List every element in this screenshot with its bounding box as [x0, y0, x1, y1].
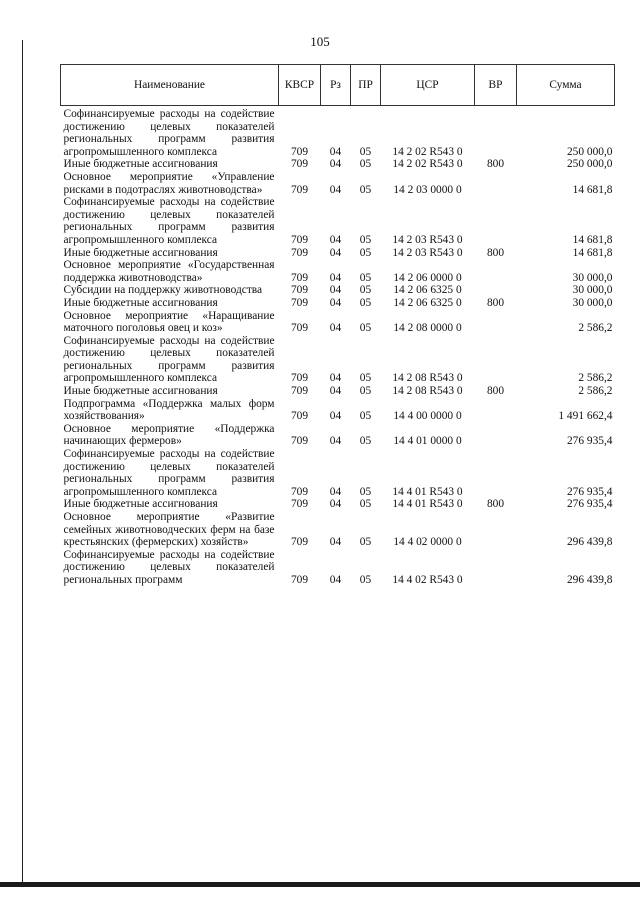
row-pr: 05	[359, 573, 372, 586]
row-sum: 14 681,8	[572, 246, 613, 259]
row-sum: 276 935,4	[566, 485, 613, 498]
row-sum: 276 935,4	[566, 498, 613, 511]
table-row	[61, 310, 615, 335]
table-row	[61, 158, 615, 171]
row-name: Основное мероприятие «Государственная поддержка животноводства»	[63, 259, 275, 284]
row-kvsr: 709	[290, 158, 309, 171]
row-kvsr: 709	[290, 296, 309, 309]
row-sum: 250 000,0	[566, 145, 613, 158]
row-csr: 14 4 01 R543 0	[392, 498, 463, 511]
row-rz: 04	[329, 498, 342, 511]
row-kvsr: 709	[290, 183, 309, 196]
row-kvsr: 709	[290, 385, 309, 398]
row-csr: 14 2 03 0000 0	[393, 183, 462, 196]
header-kvsr: КВСР	[279, 65, 321, 106]
row-sum: 14 681,8	[572, 233, 613, 246]
row-pr: 05	[359, 485, 372, 498]
row-name: Иные бюджетные ассигнования	[63, 385, 218, 398]
table-row	[61, 106, 615, 159]
row-sum: 2 586,2	[578, 385, 613, 398]
table-row	[61, 259, 615, 284]
row-csr: 14 4 00 0000 0	[393, 410, 462, 423]
row-name: Основное мероприятие «Управление рисками в подотраслях животноводства»	[63, 170, 275, 196]
row-vr	[475, 511, 517, 549]
row-name: Иные бюджетные ассигнования	[63, 498, 218, 511]
row-rz: 04	[329, 536, 342, 549]
row-csr: 14 2 03 R543 0	[392, 246, 463, 259]
row-csr: 14 2 02 R543 0	[392, 158, 463, 171]
row-kvsr: 709	[290, 284, 309, 297]
row-sum: 30 000,0	[572, 296, 613, 309]
row-vr	[475, 196, 517, 246]
row-name: Софинансируемые расходы на содействие достижению целевых показателей региональных программ развития агропромышленного комплекса	[63, 334, 275, 385]
row-rz: 04	[329, 372, 342, 385]
page-number: 105	[310, 34, 330, 49]
row-pr: 05	[359, 183, 372, 196]
row-vr	[475, 335, 517, 385]
table-row	[61, 423, 615, 448]
header-sum: Сумма	[517, 65, 615, 106]
row-kvsr: 709	[290, 498, 309, 511]
row-name: Иные бюджетные ассигнования	[63, 296, 218, 309]
row-kvsr: 709	[290, 485, 309, 498]
row-rz: 04	[329, 573, 342, 586]
table-header-row	[61, 65, 615, 106]
row-vr: 800	[486, 158, 505, 171]
row-csr: 14 4 01 0000 0	[393, 435, 462, 448]
table-row	[61, 247, 615, 260]
row-pr: 05	[359, 498, 372, 511]
row-pr: 05	[359, 385, 372, 398]
budget-table	[60, 64, 615, 587]
row-pr: 05	[359, 435, 372, 448]
row-rz: 04	[329, 385, 342, 398]
row-name: Софинансируемые расходы на содействие достижению целевых показателей региональных программ развития агропромышленного комплекса	[63, 108, 275, 158]
row-vr	[475, 310, 517, 335]
row-sum: 250 000,0	[566, 158, 613, 171]
row-sum: 2 586,2	[578, 322, 613, 335]
row-kvsr: 709	[290, 410, 309, 423]
row-vr	[475, 171, 517, 196]
row-vr: 800	[486, 296, 505, 309]
table-row	[61, 511, 615, 549]
row-sum: 276 935,4	[566, 435, 613, 448]
row-rz: 04	[329, 233, 342, 246]
header-name: Наименование	[61, 65, 279, 106]
table-row	[61, 448, 615, 498]
row-sum: 296 439,8	[566, 536, 613, 549]
row-name: Основное мероприятие «Развитие семейных животноводческих ферм на базе крестьянских (фермерских) хозяйств»	[63, 511, 275, 549]
table-row	[61, 335, 615, 385]
row-rz: 04	[329, 410, 342, 423]
row-kvsr: 709	[290, 145, 309, 158]
row-sum: 14 681,8	[572, 183, 613, 196]
row-vr	[475, 448, 517, 498]
row-sum: 30 000,0	[572, 271, 613, 284]
header-rz: Рз	[321, 65, 351, 106]
row-sum: 296 439,8	[566, 573, 613, 586]
row-rz: 04	[329, 145, 342, 158]
header-vr: ВР	[475, 65, 517, 106]
row-name: Софинансируемые расходы на содействие достижению целевых показателей региональных программ	[63, 548, 275, 586]
row-kvsr: 709	[290, 246, 309, 259]
table-row	[61, 385, 615, 398]
row-csr: 14 2 06 6325 0	[393, 284, 462, 297]
row-pr: 05	[359, 145, 372, 158]
row-kvsr: 709	[290, 573, 309, 586]
row-kvsr: 709	[290, 372, 309, 385]
row-csr: 14 2 08 0000 0	[393, 322, 462, 335]
table-row	[61, 171, 615, 196]
row-csr: 14 4 02 R543 0	[392, 573, 463, 586]
row-rz: 04	[329, 435, 342, 448]
row-csr: 14 2 06 0000 0	[393, 271, 462, 284]
row-vr	[475, 106, 517, 159]
row-name: Основное мероприятие «Наращивание маточного поголовья овец и коз»	[63, 309, 275, 335]
row-vr: 800	[486, 246, 505, 259]
row-vr	[475, 398, 517, 423]
row-name: Иные бюджетные ассигнования	[63, 246, 218, 259]
row-name: Софинансируемые расходы на содействие достижению целевых показателей региональных программ развития агропромышленного комплекса	[63, 448, 275, 498]
row-pr: 05	[359, 296, 372, 309]
row-name: Иные бюджетные ассигнования	[63, 158, 218, 171]
row-sum: 1 491 662,4	[558, 410, 613, 423]
row-name: Субсидии на поддержку животноводства	[63, 284, 263, 297]
row-csr: 14 4 01 R543 0	[392, 485, 463, 498]
row-name: Софинансируемые расходы на содействие достижению целевых показателей региональных программ развития агропромышленного комплекса	[63, 196, 275, 246]
row-vr	[475, 259, 517, 284]
row-rz: 04	[329, 158, 342, 171]
row-pr: 05	[359, 271, 372, 284]
row-csr: 14 2 08 R543 0	[392, 372, 463, 385]
row-csr: 14 2 03 R543 0	[392, 233, 463, 246]
row-rz: 04	[329, 246, 342, 259]
row-vr	[475, 423, 517, 448]
row-pr: 05	[359, 284, 372, 297]
row-csr: 14 2 02 R543 0	[392, 145, 463, 158]
row-pr: 05	[359, 246, 372, 259]
row-kvsr: 709	[290, 536, 309, 549]
row-name: Основное мероприятие «Поддержка начинающих фермеров»	[63, 422, 275, 448]
row-pr: 05	[359, 233, 372, 246]
row-rz: 04	[329, 296, 342, 309]
row-csr: 14 2 08 R543 0	[392, 385, 463, 398]
row-pr: 05	[359, 372, 372, 385]
row-kvsr: 709	[290, 322, 309, 335]
row-rz: 04	[329, 322, 342, 335]
row-vr: 800	[486, 498, 505, 511]
header-csr: ЦСР	[381, 65, 475, 106]
row-rz: 04	[329, 485, 342, 498]
row-kvsr: 709	[290, 233, 309, 246]
row-csr: 14 4 02 0000 0	[393, 536, 462, 549]
table-row	[61, 284, 615, 297]
left-margin-line	[22, 40, 23, 882]
table-row	[61, 196, 615, 246]
row-pr: 05	[359, 158, 372, 171]
row-kvsr: 709	[290, 435, 309, 448]
row-kvsr: 709	[290, 271, 309, 284]
row-rz: 04	[329, 284, 342, 297]
bottom-scan-border	[0, 882, 640, 887]
row-rz: 04	[329, 183, 342, 196]
row-csr: 14 2 06 6325 0	[393, 296, 462, 309]
row-vr	[475, 284, 517, 297]
row-pr: 05	[359, 410, 372, 423]
table-row	[61, 549, 615, 587]
row-rz: 04	[329, 271, 342, 284]
table-row	[61, 398, 615, 423]
table-row	[61, 498, 615, 511]
header-pr: ПР	[351, 65, 381, 106]
row-pr: 05	[359, 536, 372, 549]
row-vr: 800	[486, 385, 505, 398]
row-sum: 2 586,2	[578, 372, 613, 385]
row-pr: 05	[359, 322, 372, 335]
row-sum: 30 000,0	[572, 284, 613, 297]
table-row	[61, 297, 615, 310]
row-name: Подпрограмма «Поддержка малых форм хозяйствования»	[63, 397, 275, 423]
row-vr	[475, 549, 517, 587]
